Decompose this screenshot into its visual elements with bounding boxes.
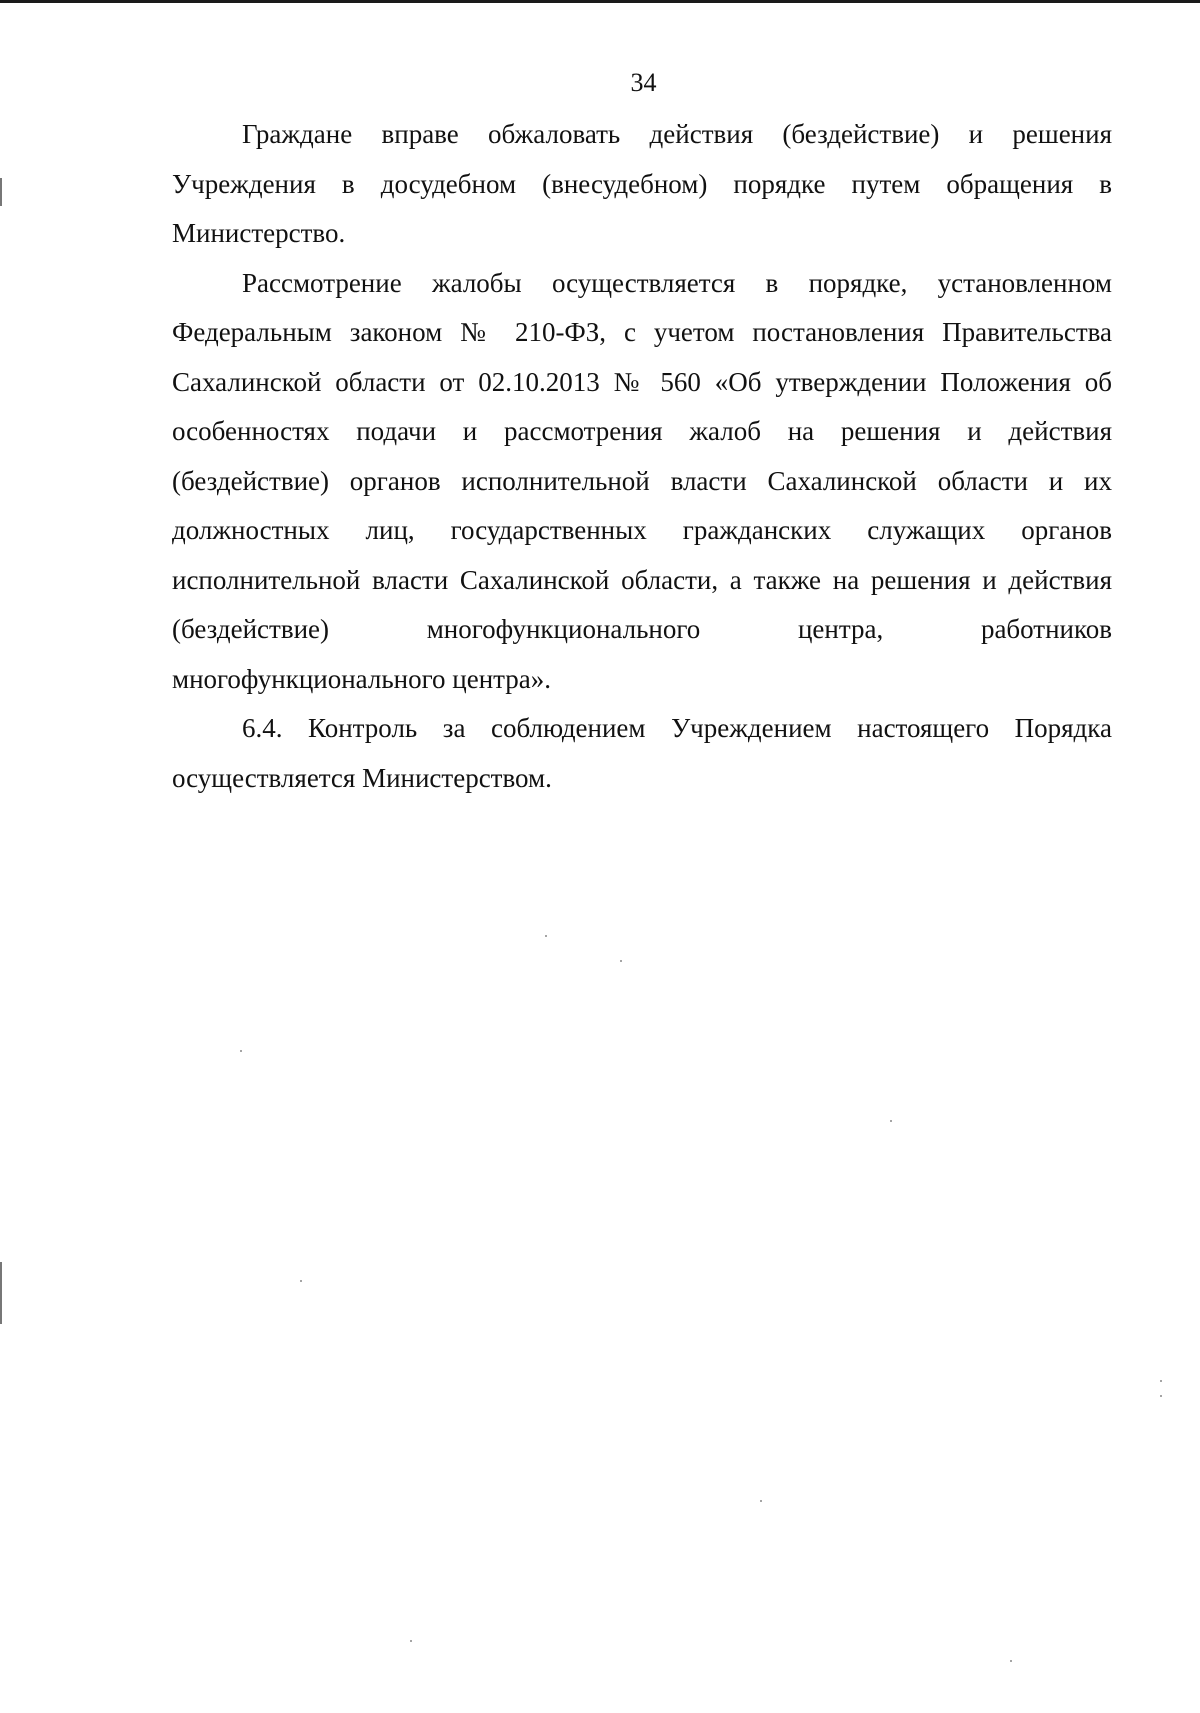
scan-speck — [240, 1050, 242, 1052]
scan-speck — [1010, 1660, 1012, 1662]
scan-speck — [760, 1500, 762, 1502]
scan-speck — [410, 1640, 412, 1642]
scan-speck — [300, 1280, 302, 1282]
scan-left-edge-mark — [0, 1262, 2, 1324]
scan-speck — [890, 1120, 892, 1122]
scan-speck — [620, 960, 622, 962]
paragraph-control: 6.4. Контроль за соблюдением Учреждением настоящего Порядка осуществляется Министерством. — [172, 713, 1112, 793]
scan-top-edge — [0, 0, 1200, 3]
paragraph-appeal-right: Граждане вправе обжаловать действия (бездействие) и решения Учреждения в досудебном (внесудебном) порядке путем обращения в Министерство. — [172, 119, 1112, 248]
scan-speck — [1160, 1380, 1162, 1382]
paragraph-complaint-review: Рассмотрение жалобы осуществляется в порядке, установленном Федеральным законом № 210-ФЗ, с учетом постановления Правительства Сахалинской области от 02.10.2013 № 560 «Об утверждении Положения об особенностях подачи и рассмотрения жалоб на решения и действия (бездействие) органов исполнительной власти Сахалинской области и их должностных лиц, государственных гражданских служащих органов исполнительной власти Сахалинской области, а также на решения и действия (бездействие) многофункционального центра, работников многофункционального центра». — [172, 267, 1112, 694]
scan-speck — [545, 935, 547, 937]
scan-speck — [1160, 1395, 1162, 1397]
page-number: 34 — [630, 68, 657, 97]
document-body — [172, 110, 1112, 803]
scan-left-edge-mark — [0, 178, 2, 206]
